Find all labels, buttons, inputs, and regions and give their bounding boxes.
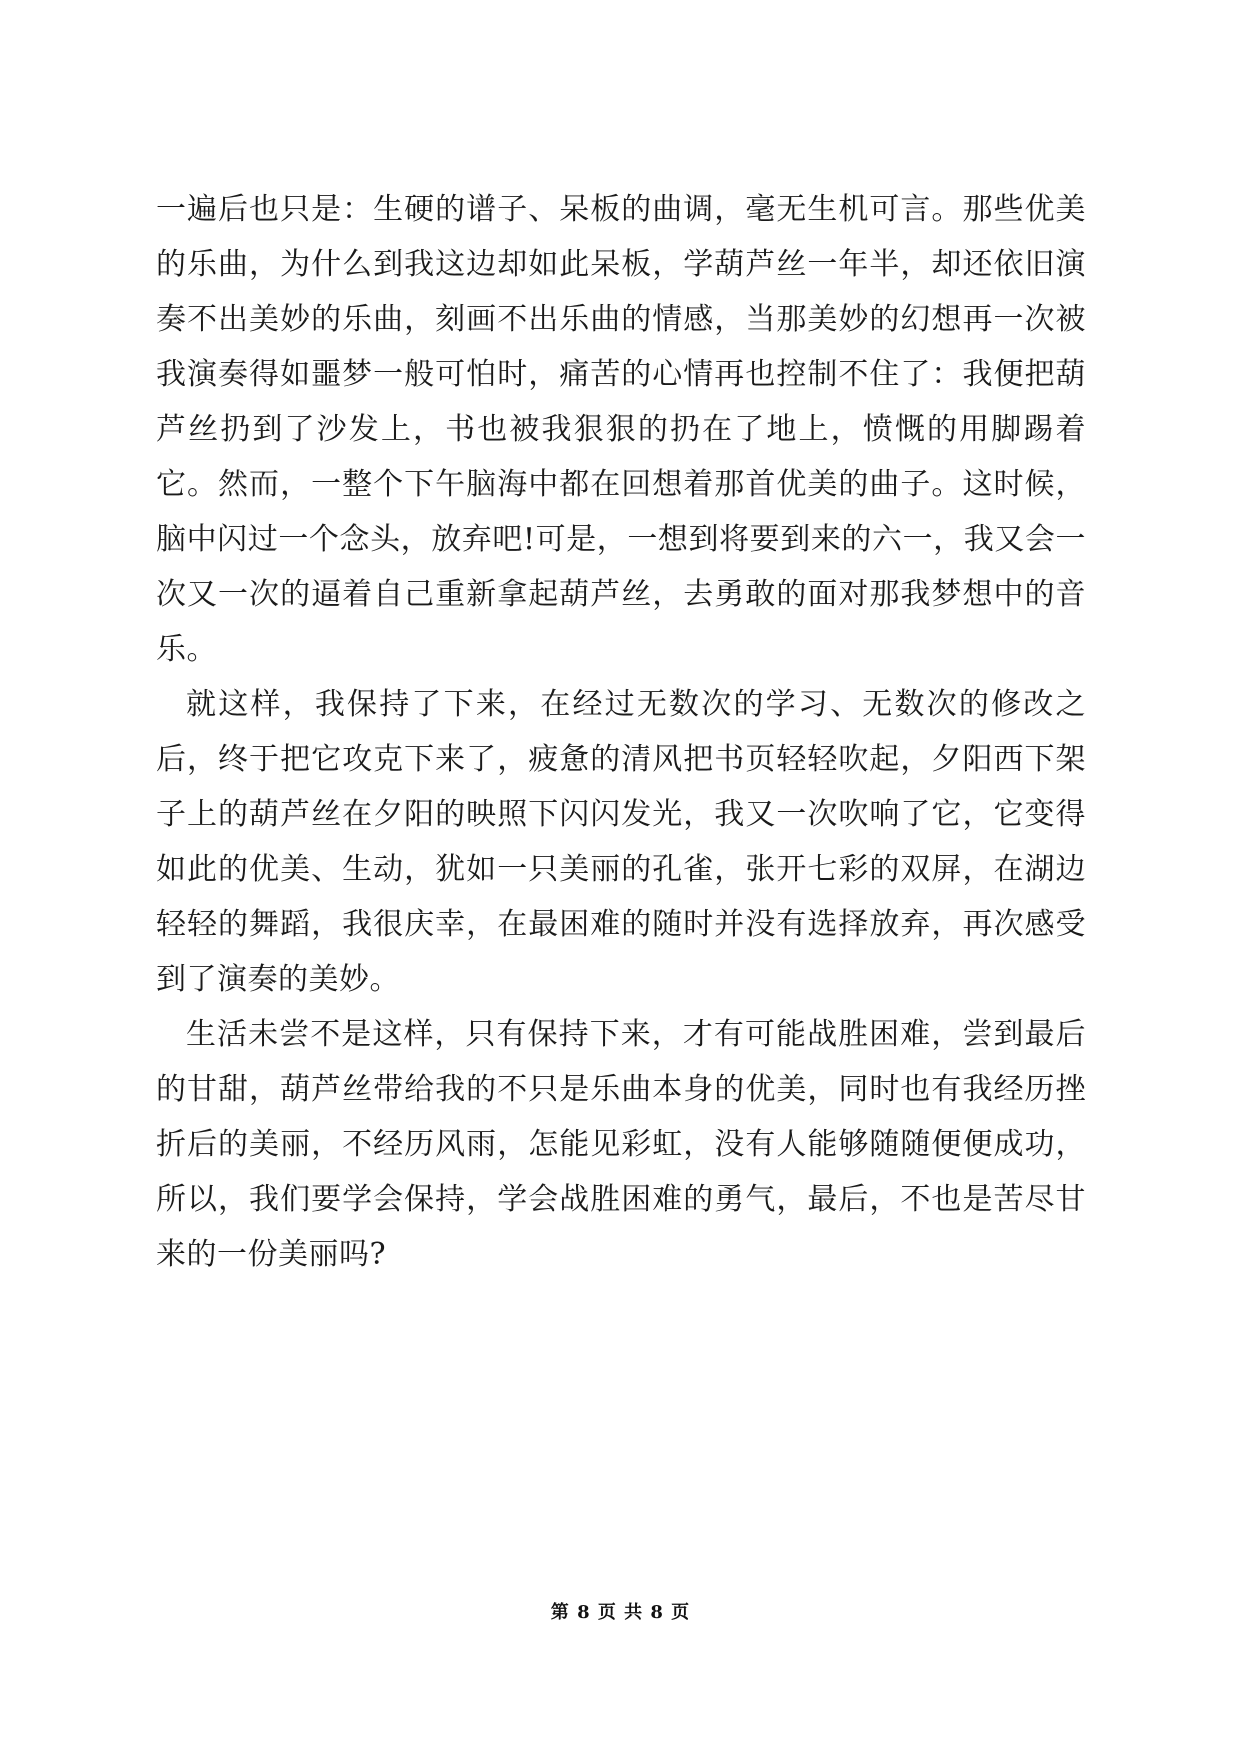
paragraph-1: 一遍后也只是：生硬的谱子、呆板的曲调，毫无生机可言。那些优美的乐曲，为什么到我这边却如此呆板，学葫芦丝一年半，却还依旧演奏不出美妙的乐曲，刻画不出乐曲的情感，当那美妙的幻想再一次被我演奏得如噩梦一般可怕时，痛苦的心情再也控制不住了：我便把葫芦丝扔到了沙发上，书也被我狠狠的扔在了地上，愤慨的用脚踢着它。然而，一整个下午脑海中都在回想着那首优美的曲子。这时候，脑中闪过一个念头，放弃吧!可是，一想到将要到来的六一，我又会一次又一次的逼着自己重新拿起葫芦丝，去勇敢的面对那我梦想中的音乐。 xyxy=(156,192,1086,667)
paragraph-3: 生活未尝不是这样，只有保持下来，才有可能战胜困难，尝到最后的甘甜，葫芦丝带给我的不只是乐曲本身的优美，同时也有我经历挫折后的美丽，不经历风雨，怎能见彩虹，没有人能够随随便便成功，所以，我们要学会保持，学会战胜困难的勇气，最后，不也是苦尽甘来的一份美丽吗? xyxy=(156,1017,1086,1272)
document-body xyxy=(156,182,1086,1282)
paragraph-2: 就这样，我保持了下来，在经过无数次的学习、无数次的修改之后，终于把它攻克下来了，疲惫的清风把书页轻轻吹起，夕阳西下架子上的葫芦丝在夕阳的映照下闪闪发光，我又一次吹响了它，它变得如此的优美、生动，犹如一只美丽的孔雀，张开七彩的双屏，在湖边轻轻的舞蹈，我很庆幸，在最困难的随时并没有选择放弃，再次感受到了演奏的美妙。 xyxy=(156,687,1086,997)
page-footer: 第 8 页 共 8 页 xyxy=(550,1602,691,1623)
